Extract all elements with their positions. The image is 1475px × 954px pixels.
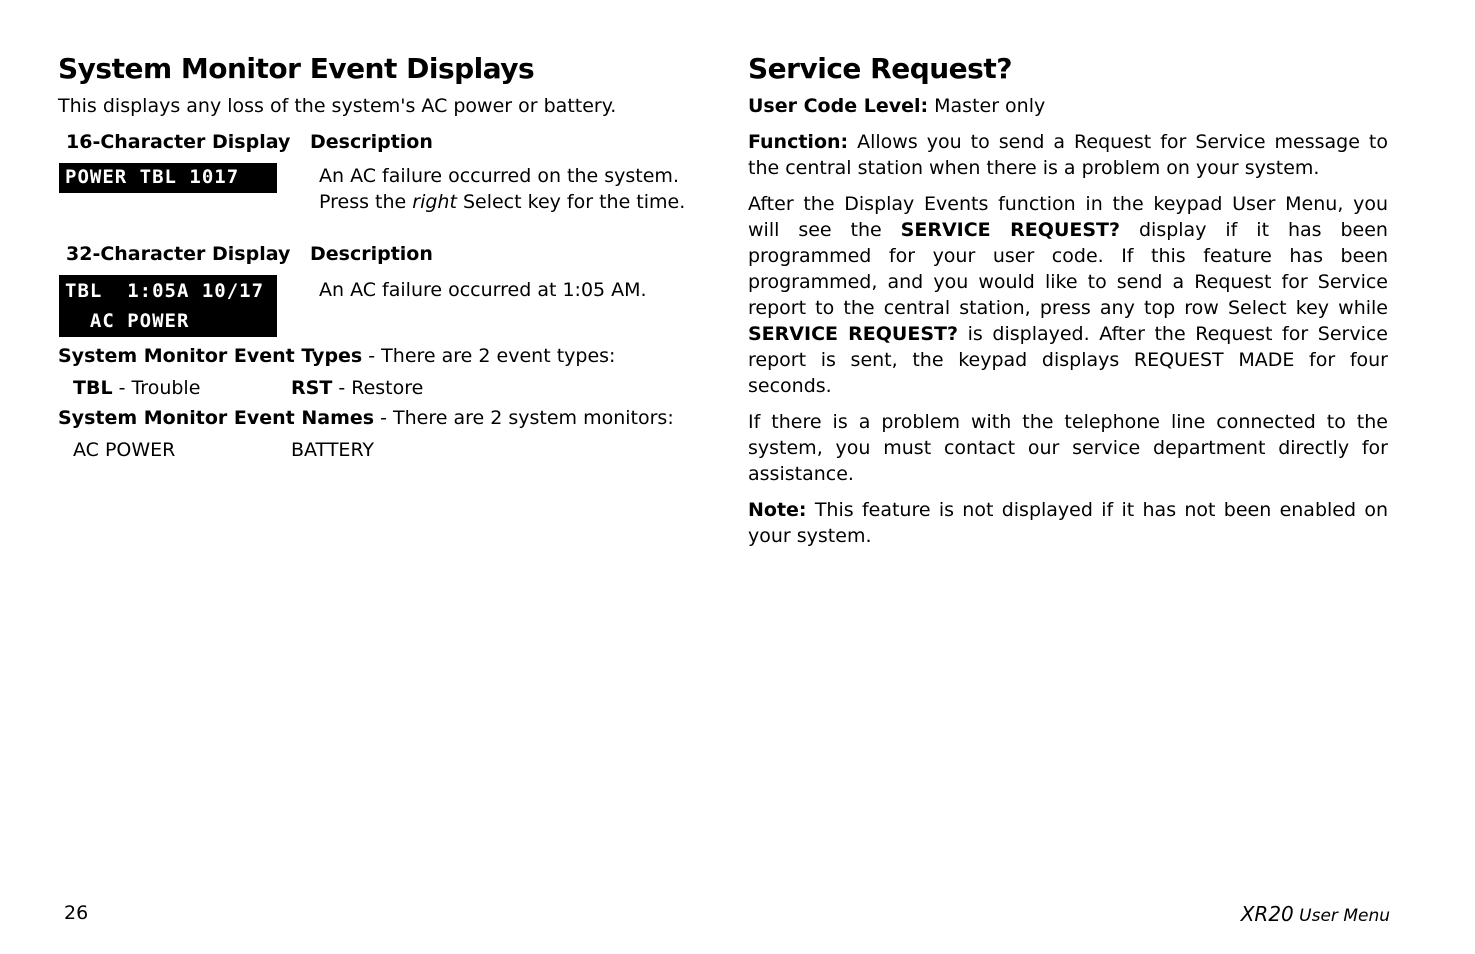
user-code-label: User Code Level: <box>748 95 929 117</box>
event-type-item <box>291 375 423 401</box>
intro-text: This displays any loss of the system's AC power or battery. <box>58 95 617 117</box>
event-type-item <box>58 375 291 401</box>
desc16-line2 <box>319 189 699 215</box>
telephone-problem-paragraph: If there is a problem with the telephone line connected to the system, you must contact our service department directly for assistance. <box>748 411 1388 485</box>
table32-header <box>58 241 700 267</box>
desc16-line2-em: right <box>412 191 457 213</box>
event-types-text: - There are 2 event types: <box>362 345 616 367</box>
para1-part-e: is displayed. After the Request for Service report is sent, the keypad displays REQUEST MADE for four seconds. <box>748 323 1388 397</box>
table32-col2-header: Description <box>310 243 433 265</box>
event-type-code: TBL <box>73 377 113 399</box>
function-label: Function: <box>748 131 849 153</box>
event-types-list <box>58 375 700 401</box>
desc16-line1: An AC failure occurred on the system. <box>319 165 679 187</box>
event-names-text: - There are 2 system monitors: <box>374 407 674 429</box>
user-code-level <box>748 93 1388 119</box>
section-title-service-request: Service Request? <box>748 52 1012 85</box>
event-type-text: - Restore <box>332 377 424 399</box>
function-text: Allows you to send a Request for Service message to the central station when there is a problem on your system. <box>748 131 1388 179</box>
event-types-label: System Monitor Event Types <box>58 345 363 367</box>
section-title-system-monitor: System Monitor Event Displays <box>58 52 535 85</box>
para1-part-d: SERVICE REQUEST? <box>748 323 959 345</box>
event-names-heading <box>58 405 700 431</box>
left-column <box>58 52 700 463</box>
table16-header <box>58 129 700 155</box>
footer-doc-title <box>1241 902 1390 926</box>
note-label: Note: <box>748 499 807 521</box>
lcd32-line2: AC POWER <box>65 310 190 332</box>
event-names-label: System Monitor Event Names <box>58 407 375 429</box>
function-paragraph <box>748 129 1388 181</box>
table16-description <box>319 163 699 215</box>
service-request-paragraph <box>748 191 1388 399</box>
footer-doc-name: XR20 <box>1240 902 1294 926</box>
right-column <box>748 52 1388 549</box>
event-name-item: AC POWER <box>73 439 176 461</box>
table32-description: An AC failure occurred at 1:05 AM. <box>319 279 647 301</box>
para1-part-c: display if it has been programmed for your user code. If this feature has been programmed, and you would like to send a Request for Service report to the central station, press any top row Select key while <box>748 219 1388 319</box>
table16-col1-header: 16-Character Display <box>66 131 291 153</box>
event-names-list <box>58 437 700 463</box>
event-type-text: - Trouble <box>112 377 201 399</box>
lcd-display-16: POWER TBL 1017 <box>59 163 277 193</box>
desc16-line2-post: Select key for the time. <box>456 191 686 213</box>
lcd-display-32 <box>59 275 277 337</box>
table16-row <box>58 163 700 215</box>
table32-col1-header: 32-Character Display <box>66 243 291 265</box>
table32-row <box>58 275 700 337</box>
footer-doc-section: User Menu <box>1293 906 1390 926</box>
note-paragraph <box>748 497 1388 549</box>
event-name-item: BATTERY <box>291 439 375 461</box>
note-text: This feature is not displayed if it has not been enabled on your system. <box>748 499 1388 547</box>
table16-col2-header: Description <box>310 131 433 153</box>
para1-part-a: After the Display Events function in the keypad User Menu, you will see the <box>748 193 1388 241</box>
user-code-value: Master only <box>928 95 1046 117</box>
event-types-heading <box>58 343 700 369</box>
desc16-line2-pre: Press the <box>319 191 413 213</box>
lcd32-line1: TBL 1:05A 10/17 <box>65 280 265 302</box>
event-type-code: RST <box>291 377 333 399</box>
page-number: 26 <box>64 902 89 924</box>
para1-part-b: SERVICE REQUEST? <box>900 219 1121 241</box>
